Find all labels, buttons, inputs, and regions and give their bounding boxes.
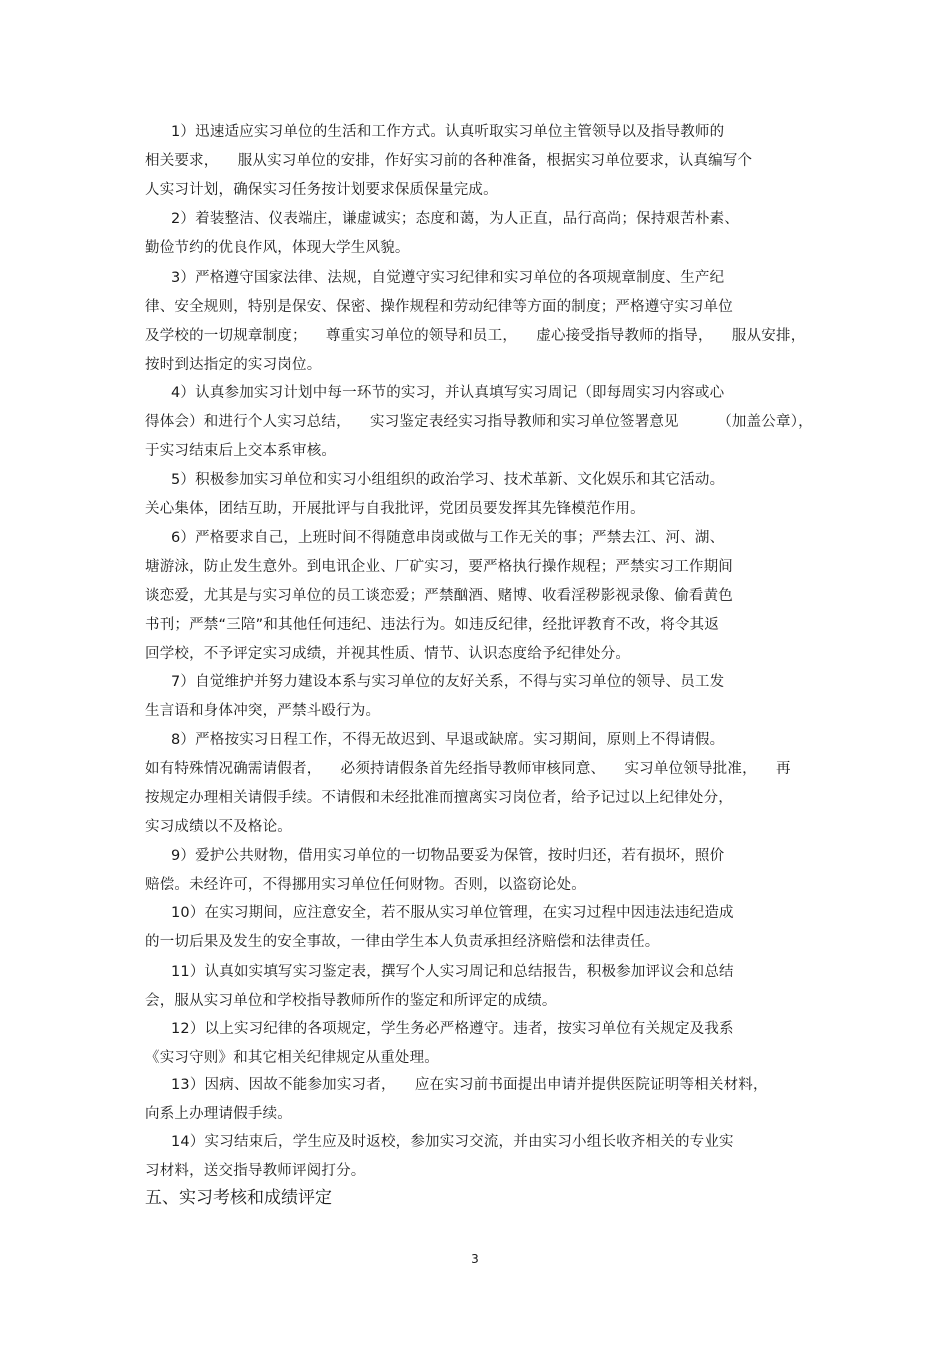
paragraph-line: 会，服从实习单位和学校指导教师所作的鉴定和所评定的成绩。: [145, 993, 557, 1009]
paragraph-line: 7）自觉维护并努力建设本系与实习单位的友好关系，不得与实习单位的领导、员工发: [171, 674, 725, 690]
paragraph-line: 赔偿。未经许可，不得挪用实习单位任何财物。否则，以盗窃论处。: [145, 877, 586, 893]
paragraph-line: 相关要求， 服从实习单位的安排，作好实习前的各种准备，根据实习单位要求，认真编写个: [145, 153, 753, 169]
paragraph-line: 律、安全规则，特别是保安、保密、操作规程和劳动纪律等方面的制度；严格遵守实习单位: [145, 299, 733, 315]
paragraph-line: 回学校，不予评定实习成绩，并视其性质、情节、认识态度给予纪律处分。: [145, 646, 631, 662]
regulation-item-9: [145, 842, 815, 900]
paragraph-line: 13）因病、因故不能参加实习者， 应在实习前书面提出申请并提供医院证明等相关材料，: [171, 1077, 768, 1093]
paragraph-line: 关心集体，团结互助，开展批评与自我批评，党团员要发挥其先锋模范作用。: [145, 501, 645, 517]
paragraph-line: 14）实习结束后，学生应及时返校，参加实习交流，并由实习小组长收齐相关的专业实: [171, 1134, 734, 1150]
paragraph-line: 4）认真参加实习计划中每一环节的实习，并认真填写实习周记（即每周实习内容或心: [171, 385, 725, 401]
paragraph-line: 11）认真如实填写实习鉴定表，撰写个人实习周记和总结报告，积极参加评议会和总结: [171, 964, 734, 980]
regulation-item-14: [145, 1128, 815, 1186]
paragraph-line: 8）严格按实习日程工作，不得无故迟到、早退或缺席。实习期间，原则上不得请假。: [171, 732, 725, 748]
paragraph-line: 《实习守则》和其它相关纪律规定从重处理。: [145, 1050, 439, 1066]
paragraph-line: 按时到达指定的实习岗位。: [145, 357, 322, 373]
paragraph-line: 实习成绩以不及格论。: [145, 819, 292, 835]
regulation-item-1: [145, 118, 815, 205]
section-heading: 五、实习考核和成绩评定: [145, 1188, 332, 1208]
paragraph-line: 12）以上实习纪律的各项规定，学生务必严格遵守。违者，按实习单位有关规定及我系: [171, 1021, 734, 1037]
regulation-item-8: [145, 726, 815, 842]
regulation-item-2: [145, 205, 815, 263]
regulation-item-11: [145, 958, 815, 1016]
paragraph-line: 9）爱护公共财物，借用实习单位的一切物品要妥为保管，按时归还，若有损坏，照价: [171, 848, 725, 864]
paragraph-line: 2）着装整洁、仪表端庄，谦虚诚实；态度和蔼，为人正直，品行高尚；保持艰苦朴素、: [171, 211, 740, 227]
paragraph-line: 如有特殊情况确需请假者， 必须持请假条首先经指导教师审核同意、 实习单位领导批准， 再: [145, 761, 791, 777]
paragraph-line: 10）在实习期间，应注意安全，若不服从实习单位管理，在实习过程中因违法违纪造成: [171, 905, 734, 921]
regulation-item-5: [145, 466, 815, 524]
paragraph-line: 生言语和身体冲突，严禁斗殴行为。: [145, 703, 381, 719]
paragraph-line: 人实习计划，确保实习任务按计划要求保质保量完成。: [145, 182, 498, 198]
regulation-item-6: [145, 524, 815, 669]
page-number: 3: [471, 1252, 479, 1266]
paragraph-line: 按规定办理相关请假手续。不请假和未经批准而擅离实习岗位者，给予记过以上纪律处分，: [145, 790, 733, 806]
paragraph-line: 向系上办理请假手续。: [145, 1106, 292, 1122]
regulation-item-12: [145, 1015, 815, 1073]
paragraph-line: 谈恋爱，尤其是与实习单位的员工谈恋爱；严禁酗酒、赌博、收看淫秽影视录像、偷看黄色: [145, 588, 733, 604]
paragraph-line: 塘游泳，防止发生意外。到电讯企业、厂矿实习，要严格执行操作规程；严禁实习工作期间: [145, 559, 733, 575]
paragraph-line: 3）严格遵守国家法律、法规，自觉遵守实习纪律和实习单位的各项规章制度、生产纪: [171, 270, 725, 286]
regulation-item-13: [145, 1071, 815, 1129]
regulation-item-10: [145, 899, 815, 957]
paragraph-line: 得体会）和进行个人实习总结， 实习鉴定表经实习指导教师和实习单位签署意见 （加盖公章），: [145, 414, 813, 430]
paragraph-line: 习材料，送交指导教师评阅打分。: [145, 1163, 366, 1179]
paragraph-line: 5）积极参加实习单位和实习小组组织的政治学习、技术革新、文化娱乐和其它活动。: [171, 472, 725, 488]
paragraph-line: 及学校的一切规章制度； 尊重实习单位的领导和员工， 虚心接受指导教师的指导， 服从安排，: [145, 328, 806, 344]
regulation-item-4: [145, 379, 815, 466]
paragraph-line: 的一切后果及发生的安全事故，一律由学生本人负责承担经济赔偿和法律责任。: [145, 934, 660, 950]
regulation-item-7: [145, 668, 815, 726]
paragraph-line: 6）严格要求自己，上班时间不得随意串岗或做与工作无关的事；严禁去江、河、湖、: [171, 530, 725, 546]
paragraph-line: 勤俭节约的优良作风，体现大学生风貌。: [145, 240, 410, 256]
paragraph-line: 于实习结束后上交本系审核。: [145, 443, 337, 459]
paragraph-line: 书刊；严禁“三陪”和其他任何违纪、违法行为。如违反纪律，经批评教育不改，将令其返: [145, 617, 720, 633]
regulation-item-3: [145, 264, 815, 380]
paragraph-line: 1）迅速适应实习单位的生活和工作方式。认真听取实习单位主管领导以及指导教师的: [171, 124, 725, 140]
